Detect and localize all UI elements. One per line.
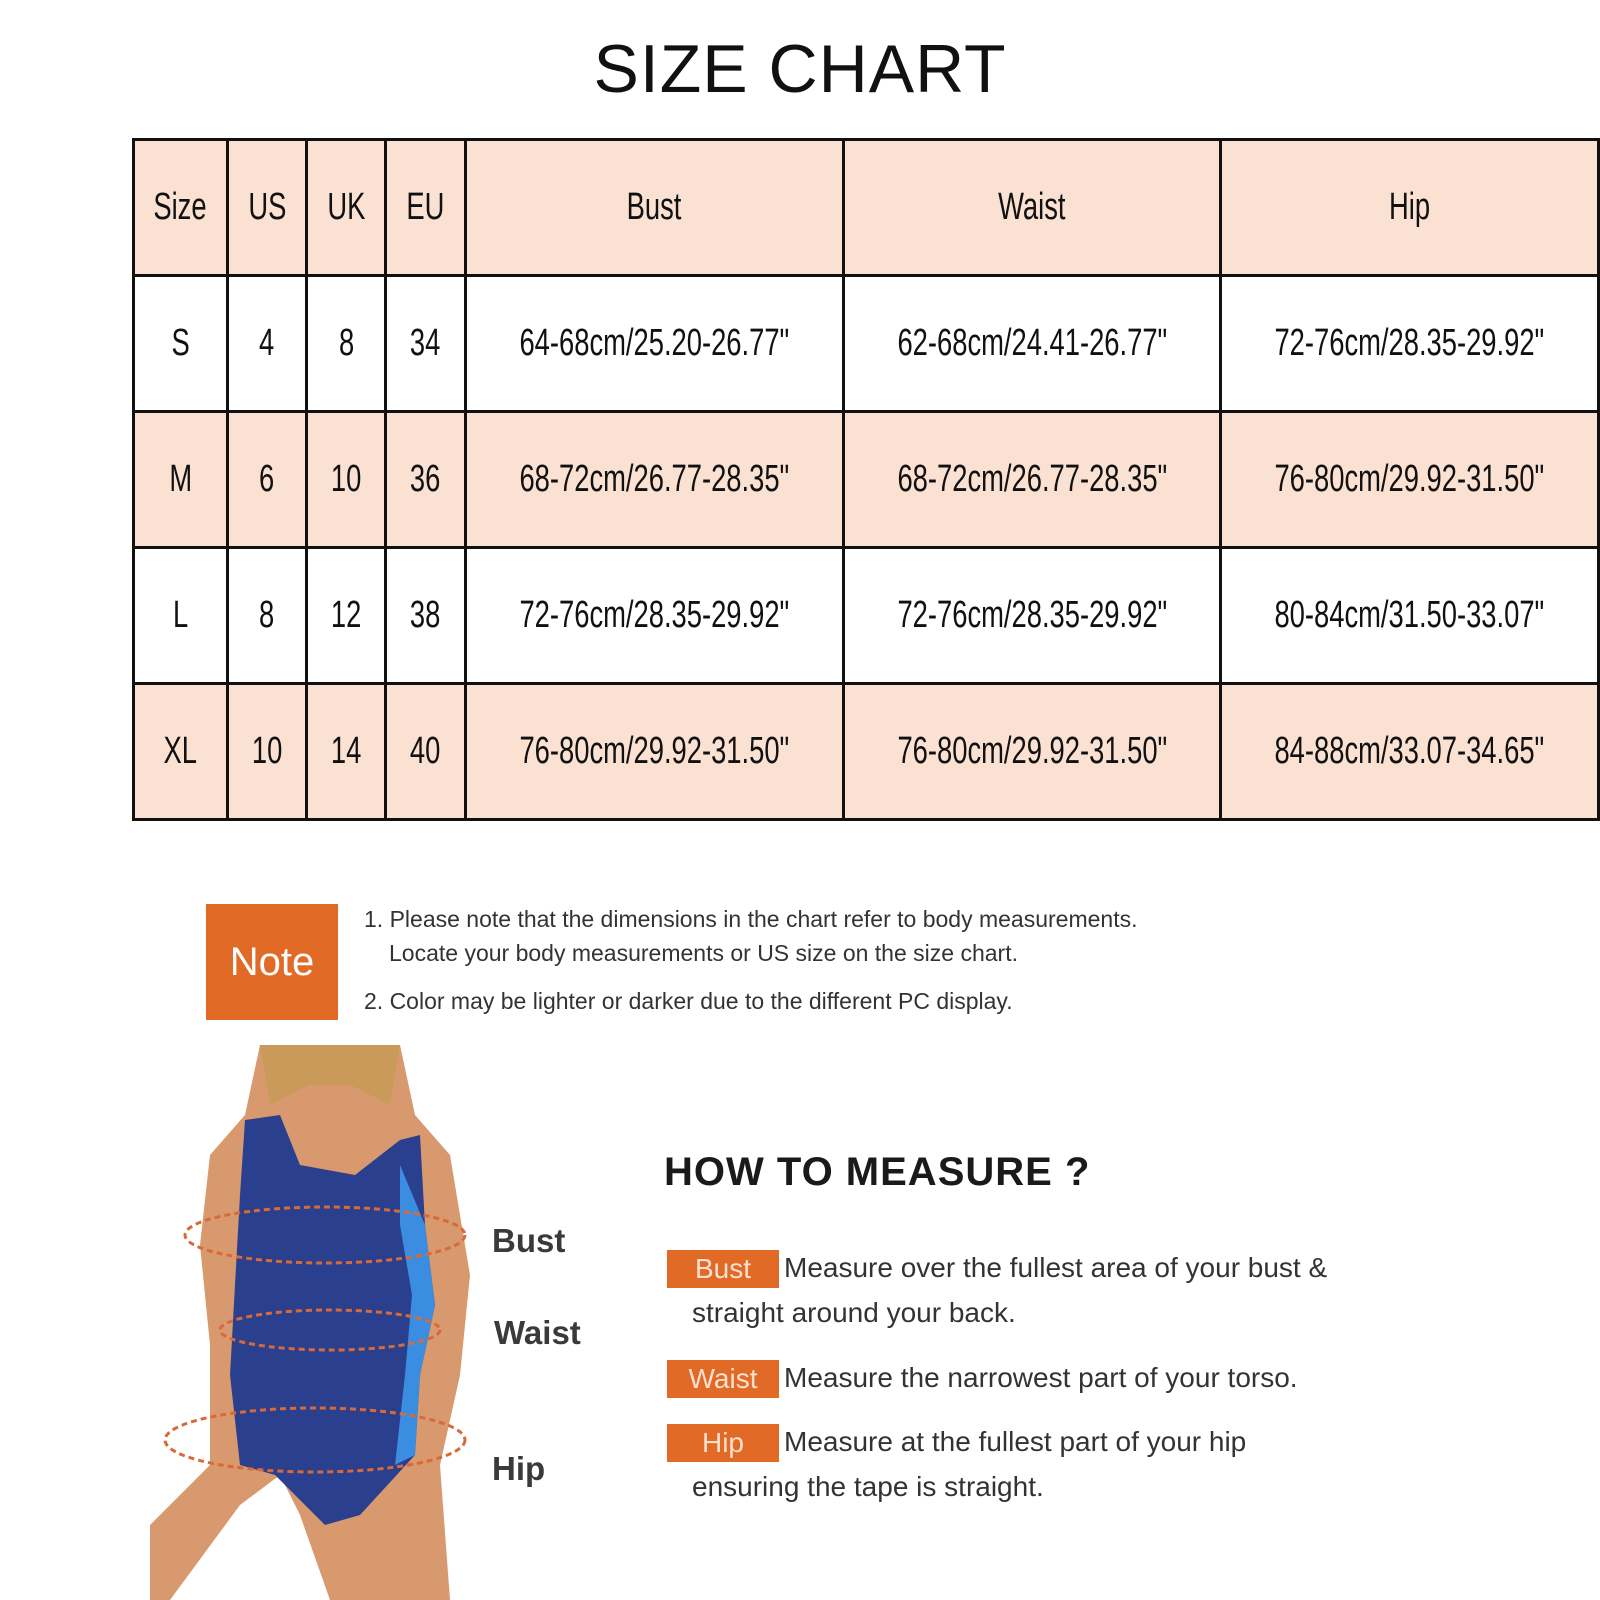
table-cell: 64-68cm/25.20-26.77"	[465, 276, 843, 412]
table-cell: 6	[227, 412, 306, 548]
page-title: SIZE CHART	[593, 31, 1007, 107]
header-cell: Size	[134, 140, 228, 276]
table-row	[134, 548, 1599, 684]
table-cell: 8	[307, 276, 386, 412]
how-to-measure-title: HOW TO MEASURE ?	[664, 1150, 1091, 1194]
table-cell: 76-80cm/29.92-31.50"	[843, 684, 1221, 820]
table-header-row	[134, 140, 1599, 276]
table-cell: 72-76cm/28.35-29.92"	[465, 548, 843, 684]
table-cell: 40	[386, 684, 465, 820]
table-cell: 8	[227, 548, 306, 684]
bust-instruction-line-2: straight around your back.	[692, 1297, 1016, 1328]
table-cell: M	[134, 412, 228, 548]
table-cell: 10	[227, 684, 306, 820]
header-cell: Waist	[843, 140, 1221, 276]
table-cell: 34	[386, 276, 465, 412]
table-cell: 38	[386, 548, 465, 684]
hip-tag: Hip	[667, 1424, 779, 1462]
table-cell: 72-76cm/28.35-29.92"	[843, 548, 1221, 684]
table-cell: S	[134, 276, 228, 412]
figure-label-waist: Waist	[494, 1314, 581, 1351]
waist-instruction: Measure the narrowest part of your torso.	[784, 1362, 1298, 1393]
table-row	[134, 276, 1599, 412]
note-badge: Note	[206, 904, 338, 1020]
header-cell: US	[227, 140, 306, 276]
table-cell: 62-68cm/24.41-26.77"	[843, 276, 1221, 412]
figure-label-bust: Bust	[492, 1222, 566, 1259]
table-cell: XL	[134, 684, 228, 820]
table-cell: 68-72cm/26.77-28.35"	[465, 412, 843, 548]
table-cell: 36	[386, 412, 465, 548]
table-cell: 4	[227, 276, 306, 412]
waist-tag: Waist	[667, 1360, 779, 1398]
table-cell: L	[134, 548, 228, 684]
hip-instruction-line-1: Measure at the fullest part of your hip	[784, 1426, 1247, 1457]
bust-tag: Bust	[667, 1250, 779, 1288]
note-line-1: 1. Please note that the dimensions in the chart refer to body measurements.	[364, 906, 1138, 932]
header-cell: Bust	[465, 140, 843, 276]
figure-label-hip: Hip	[492, 1450, 546, 1487]
table-cell: 76-80cm/29.92-31.50"	[1221, 412, 1599, 548]
table-cell: 68-72cm/26.77-28.35"	[843, 412, 1221, 548]
table-cell: 72-76cm/28.35-29.92"	[1221, 276, 1599, 412]
hip-instruction-line-2: ensuring the tape is straight.	[692, 1471, 1044, 1502]
header-cell: Hip	[1221, 140, 1599, 276]
note-line-1b: Locate your body measurements or US size on the size chart.	[389, 940, 1018, 966]
note-line-2: 2. Color may be lighter or darker due to the different PC display.	[364, 988, 1013, 1014]
header-cell: UK	[307, 140, 386, 276]
table-cell: 76-80cm/29.92-31.50"	[465, 684, 843, 820]
table-row	[134, 684, 1599, 820]
table-cell: 84-88cm/33.07-34.65"	[1221, 684, 1599, 820]
table-cell: 80-84cm/31.50-33.07"	[1221, 548, 1599, 684]
swimsuit-model-illustration	[150, 1045, 490, 1600]
bust-instruction-line-1: Measure over the fullest area of your bust &	[784, 1252, 1328, 1283]
table-cell: 14	[307, 684, 386, 820]
table-row	[134, 412, 1599, 548]
size-table	[132, 138, 1600, 821]
table-cell: 10	[307, 412, 386, 548]
table-cell: 12	[307, 548, 386, 684]
header-cell: EU	[386, 140, 465, 276]
